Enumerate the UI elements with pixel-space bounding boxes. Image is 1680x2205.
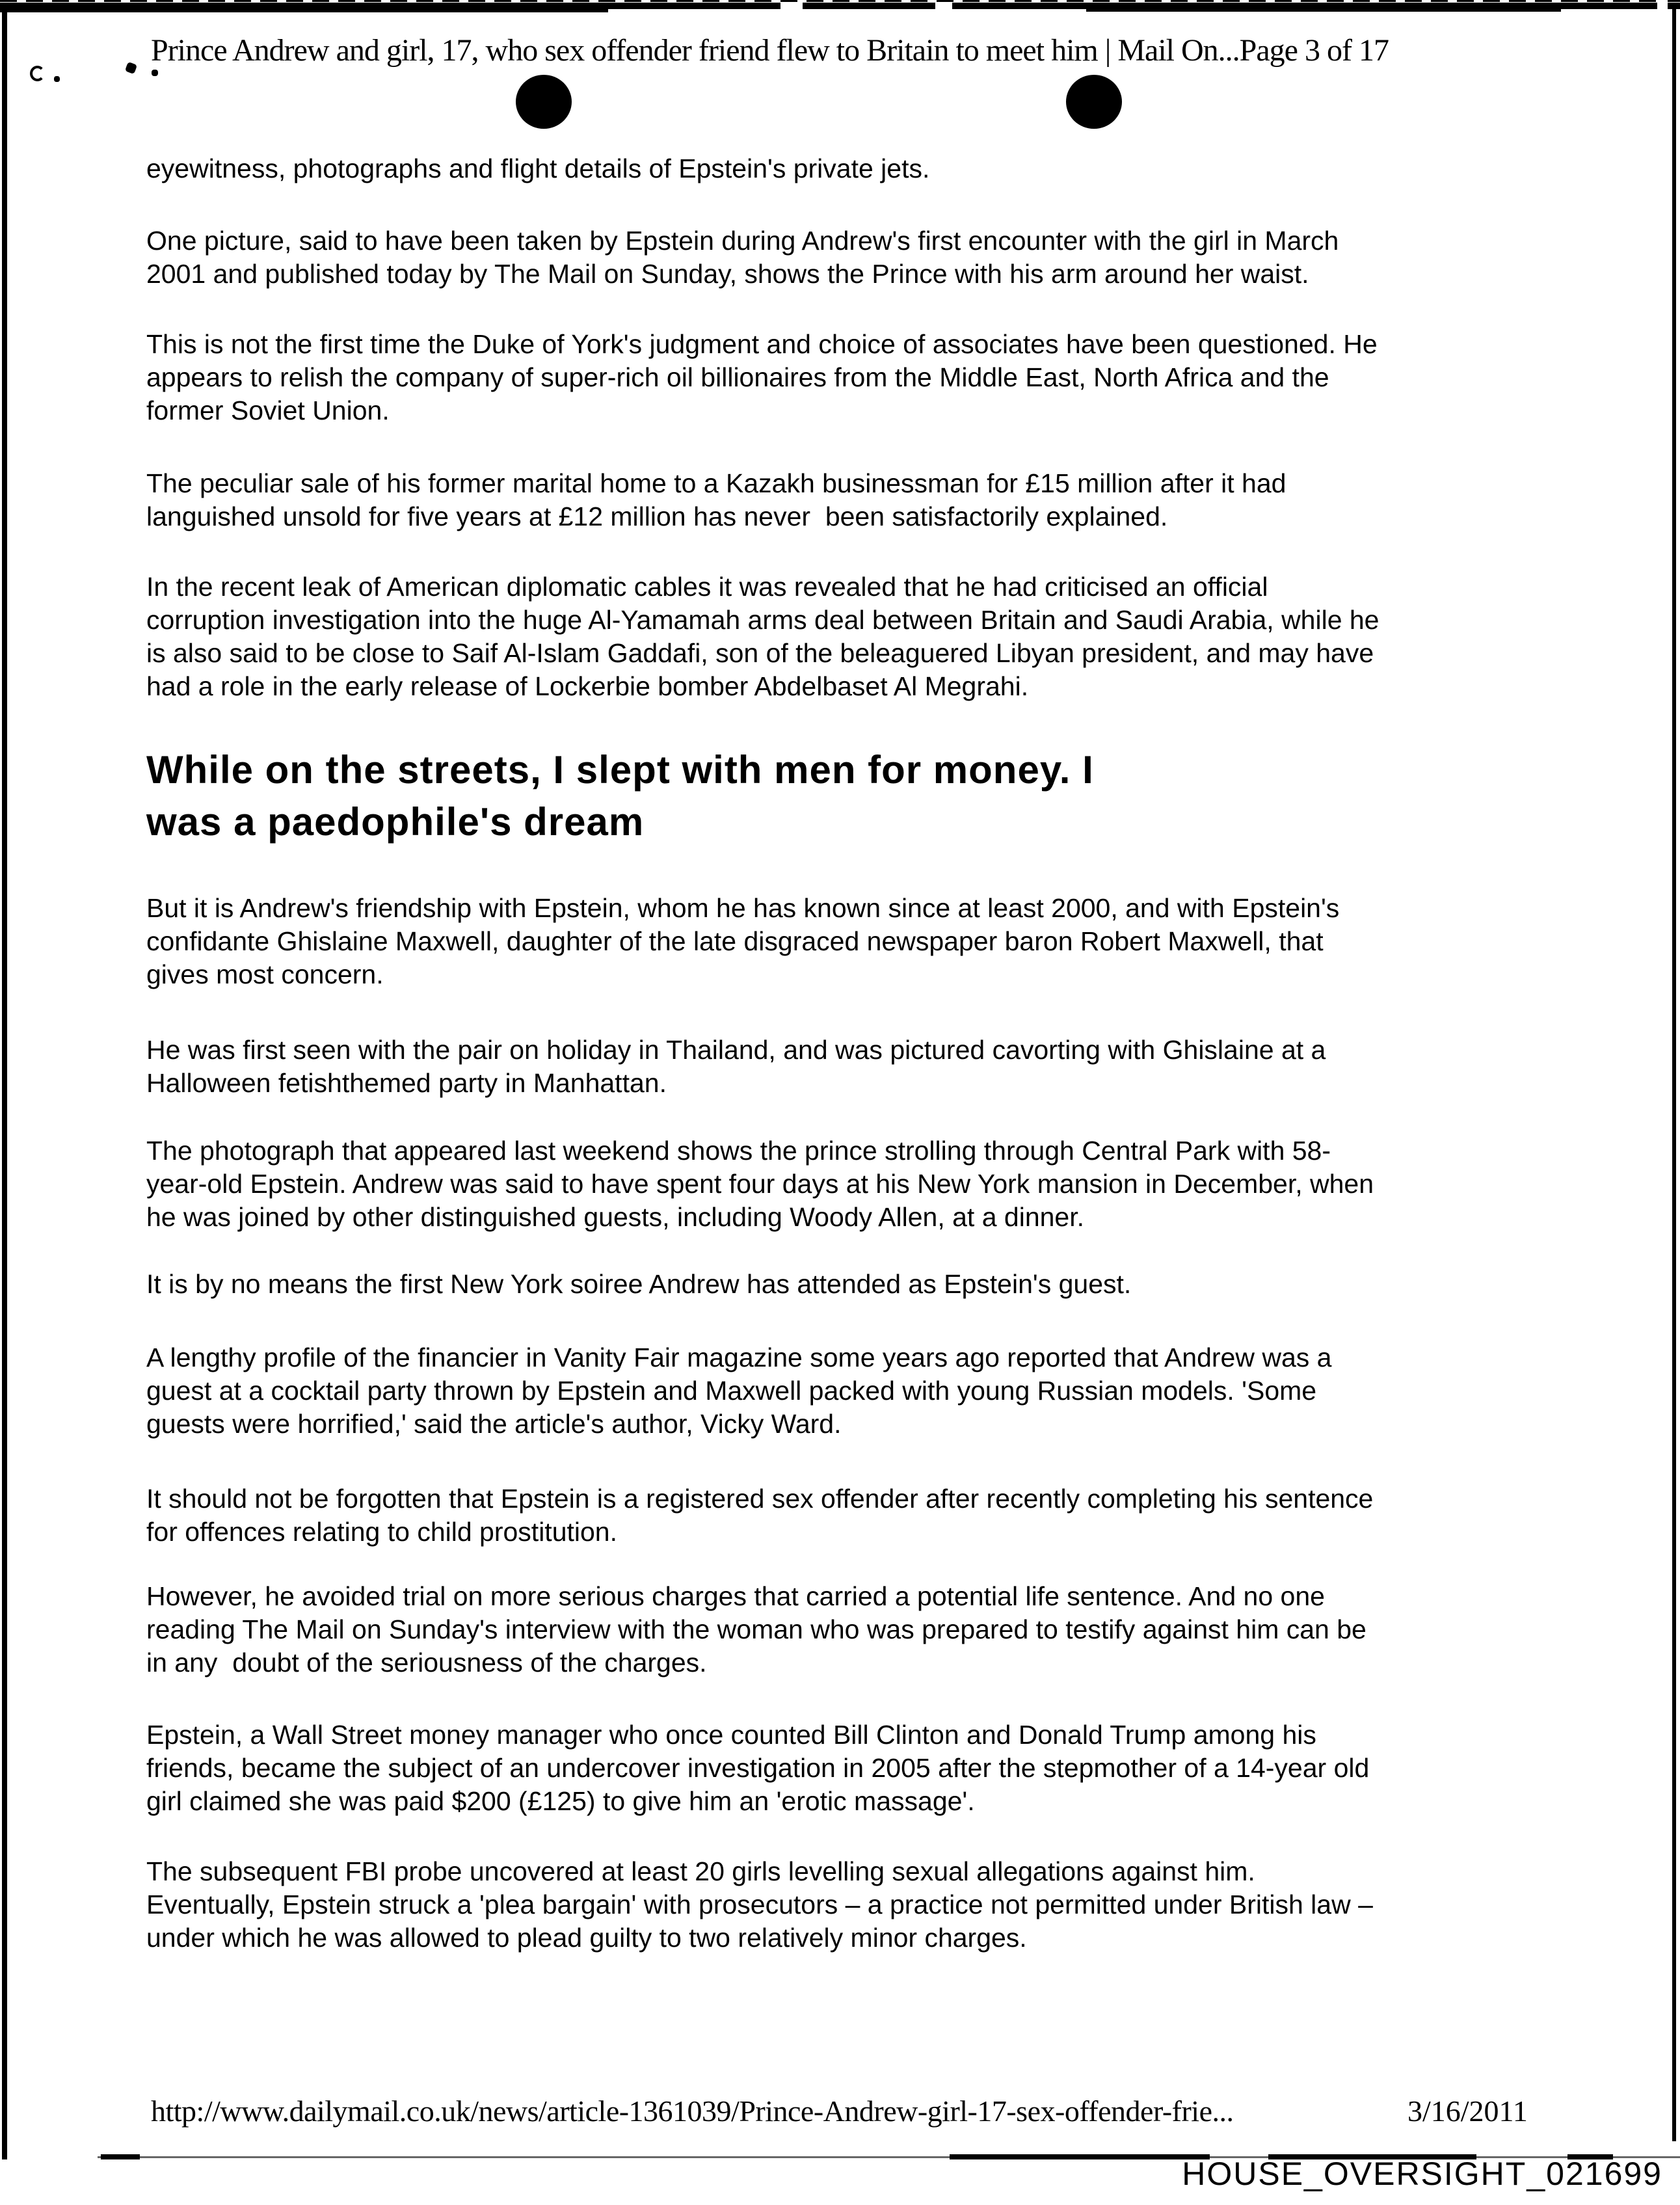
article-paragraph — [146, 1034, 1326, 1100]
text-line: The photograph that appeared last weekend shows the prince strolling through Central Park with 58- — [146, 1136, 1331, 1166]
hole-punch-dot-left — [516, 75, 572, 129]
text-line: One picture, said to have been taken by Epstein during Andrew's first encounter with the girl in March — [146, 226, 1339, 256]
ink-speck — [125, 62, 137, 74]
scan-edge-notch — [780, 3, 803, 9]
text-line: Epstein, a Wall Street money manager who once counted Bill Clinton and Donald Trump among his — [146, 1720, 1316, 1750]
article-paragraph — [146, 467, 1286, 533]
text-line: But it is Andrew's friendship with Epstein, whom he has known since at least 2000, and with Epstein's — [146, 893, 1340, 923]
hole-punch-dot-right — [1066, 75, 1122, 129]
text-line: for offences relating to child prostitution. — [146, 1517, 617, 1547]
footer-date: 3/16/2011 — [1407, 2094, 1528, 2128]
text-line: reading The Mail on Sunday's interview with the woman who was prepared to testify against him can be — [146, 1614, 1367, 1644]
article-paragraph — [146, 1855, 1373, 1955]
text-line: eyewitness, photographs and flight details of Epstein's private jets. — [146, 154, 930, 183]
text-line: is also said to be close to Saif Al-Islam Gaddafi, son of the beleaguered Libyan president, and may have — [146, 638, 1374, 668]
text-line: However, he avoided trial on more serious charges that carried a potential life sentence. And no one — [146, 1581, 1325, 1611]
text-line: under which he was allowed to plead guilty to two relatively minor charges. — [146, 1923, 1027, 1953]
text-line: in any doubt of the seriousness of the charges. — [146, 1648, 707, 1677]
article-paragraph — [146, 1580, 1367, 1679]
ink-speck — [152, 70, 158, 76]
oversight-stamp: HOUSE_OVERSIGHT_021699 — [1182, 2156, 1662, 2192]
text-line: guest at a cocktail party thrown by Epstein and Maxwell packed with young Russian models. 'Some — [146, 1376, 1317, 1406]
text-line: Halloween fetishthemed party in Manhattan. — [146, 1068, 667, 1098]
text-line: It should not be forgotten that Epstein is a registered sex offender after recently completing his sentence — [146, 1484, 1374, 1514]
text-line: The subsequent FBI probe uncovered at least 20 girls levelling sexual allegations against him. — [146, 1856, 1255, 1886]
footer-url: http://www.dailymail.co.uk/news/article-1361039/Prince-Andrew-girl-17-sex-offender-frie... — [151, 2094, 1234, 2128]
article-paragraph — [146, 1268, 1131, 1301]
article-paragraph — [146, 1482, 1373, 1549]
ink-speck — [54, 76, 60, 82]
article-paragraph — [146, 1718, 1369, 1818]
text-line: guests were horrified,' said the article's author, Vicky Ward. — [146, 1409, 842, 1439]
text-line: confidante Ghislaine Maxwell, daughter of the late disgraced newspaper baron Robert Maxwell, that — [146, 926, 1324, 956]
article-paragraph — [146, 1341, 1331, 1441]
article-paragraph — [146, 892, 1339, 991]
text-line: It is by no means the first New York soiree Andrew has attended as Epstein's guest. — [146, 1269, 1132, 1299]
text-line: He was first seen with the pair on holiday in Thailand, and was pictured cavorting with Ghislaine at a — [146, 1035, 1326, 1065]
text-line: he was joined by other distinguished guests, including Woody Allen, at a dinner. — [146, 1202, 1085, 1232]
text-line: corruption investigation into the huge Al-Yamamah arms deal between Britain and Saudi Arabia, while he — [146, 605, 1380, 635]
article-paragraph — [146, 328, 1378, 427]
text-line: In the recent leak of American diplomatic cables it was revealed that he had criticised an official — [146, 572, 1268, 602]
article-paragraph — [146, 152, 929, 185]
text-line: gives most concern. — [146, 959, 384, 989]
scan-edge-left-border — [2, 8, 7, 2159]
text-line: While on the streets, I slept with men for money. I — [146, 748, 1094, 792]
text-line: appears to relish the company of super-rich oil billionaires from the Middle East, North Africa and the — [146, 362, 1329, 392]
text-line: The peculiar sale of his former marital home to a Kazakh businessman for £15 million after it had — [146, 468, 1287, 498]
scan-edge-right-border — [1672, 5, 1676, 2141]
text-line: This is not the first time the Duke of York's judgment and choice of associates have been questioned. He — [146, 329, 1378, 359]
scan-smudge — [101, 2154, 140, 2159]
article-paragraph — [146, 224, 1339, 291]
article-paragraph — [146, 570, 1380, 703]
scan-edge-notch — [935, 3, 952, 9]
text-line: former Soviet Union. — [146, 395, 390, 425]
scan-edge-top-thick-right — [1086, 8, 1561, 12]
article-headline — [146, 744, 1094, 848]
text-line: friends, became the subject of an undercover investigation in 2005 after the stepmother of a 14-year old — [146, 1753, 1370, 1783]
text-line: year-old Epstein. Andrew was said to have spent four days at his New York mansion in December, when — [146, 1169, 1374, 1199]
article-paragraph — [146, 1134, 1374, 1234]
text-line: was a paedophile's dream — [146, 800, 645, 844]
text-line: A lengthy profile of the financier in Vanity Fair magazine some years ago reported that Andrew was a — [146, 1343, 1332, 1372]
page-header-title: Prince Andrew and girl, 17, who sex offender friend flew to Britain to meet him | Mail On...Page 3 of 17 — [151, 33, 1389, 68]
scan-edge-top-dashes — [0, 0, 1680, 2]
ink-speck — [30, 66, 45, 81]
text-line: Eventually, Epstein struck a 'plea bargain' with prosecutors – a practice not permitted under British law – — [146, 1890, 1373, 1919]
text-line: 2001 and published today by The Mail on Sunday, shows the Prince with his arm around her waist. — [146, 259, 1309, 289]
scan-edge-notch — [1657, 0, 1668, 9]
text-line: girl claimed she was paid $200 (£125) to give him an 'erotic massage'. — [146, 1786, 975, 1816]
scan-smudge — [950, 2154, 1210, 2159]
text-line: languished unsold for five years at £12 million has never been satisfactorily explained. — [146, 501, 1168, 531]
scan-edge-top-thick-left — [0, 8, 608, 12]
text-line: had a role in the early release of Lockerbie bomber Abdelbaset Al Megrahi. — [146, 671, 1029, 701]
